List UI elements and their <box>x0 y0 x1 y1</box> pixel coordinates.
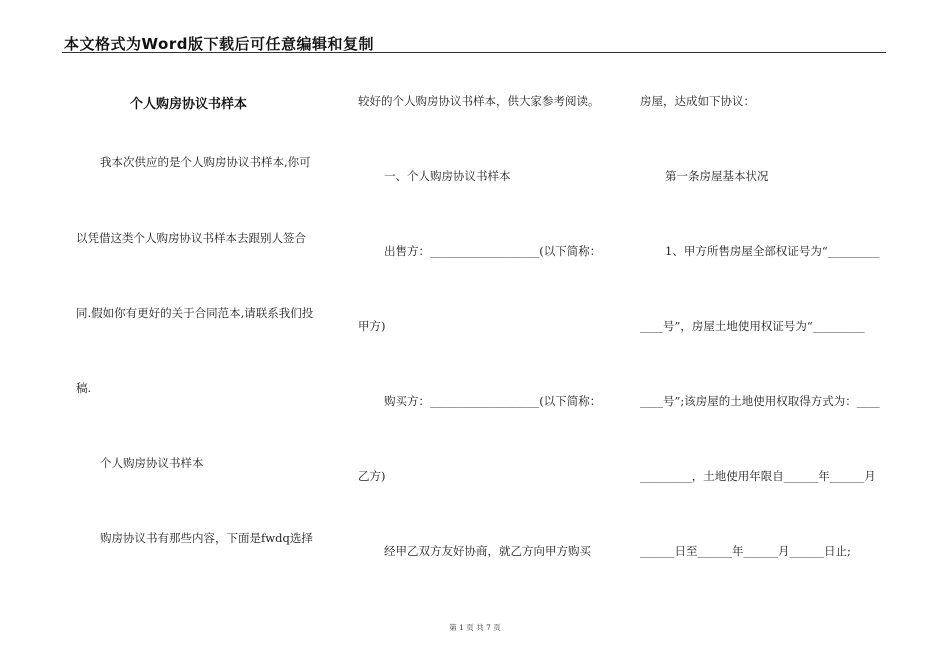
col3-line-5: _________，土地使用年限自______年______月 <box>640 469 876 483</box>
buyer-field: 购买方：___________________(以下简称： <box>384 394 602 408</box>
col2-line-1: 较好的个人购房协议书样本，供大家参考阅读。 <box>358 94 600 108</box>
col3-line-3: ____号”，房屋土地使用权证号为“_________ <box>640 319 865 333</box>
col1-line-3: 同.假如你有更好的关于合同范本,请联系我们投 <box>76 306 314 320</box>
col3-line-4: ____号”;该房屋的土地使用权取得方式为：____ <box>640 394 880 408</box>
col3-line-1: 房屋，达成如下协议： <box>640 94 755 108</box>
page-number: 第 1 页 共 7 页 <box>449 623 501 632</box>
col3-line-6: ______日至______年______月______日止; <box>640 544 851 558</box>
seller-field: 出售方：___________________(以下简称： <box>384 244 602 258</box>
document-banner: 本文格式为Word版下载后可任意编辑和复制 <box>64 35 374 53</box>
document-title: 个人购房协议书样本 <box>130 97 248 112</box>
col1-subheading: 个人购房协议书样本 <box>100 456 204 470</box>
article-heading: 第一条房屋基本状况 <box>665 169 769 183</box>
col2-line-2: 经甲乙双方友好协商，就乙方向甲方购买 <box>384 544 591 558</box>
col2-section-heading: 一、个人购房协议书样本 <box>384 169 511 183</box>
seller-field-cont: 甲方) <box>358 319 386 333</box>
col1-line-1: 我本次供应的是个人购房协议书样本,你可 <box>100 155 311 169</box>
col3-line-2: 1、甲方所售房屋全部权证号为“_________ <box>665 244 880 258</box>
header-rule <box>62 52 886 53</box>
col1-line-5: 购房协议书有那些内容，下面是fwdq选择 <box>100 531 313 545</box>
col1-line-4: 稿. <box>76 381 92 395</box>
buyer-field-cont: 乙方) <box>358 469 386 483</box>
col1-line-2: 以凭借这类个人购房协议书样本去跟别人签合 <box>76 231 306 245</box>
